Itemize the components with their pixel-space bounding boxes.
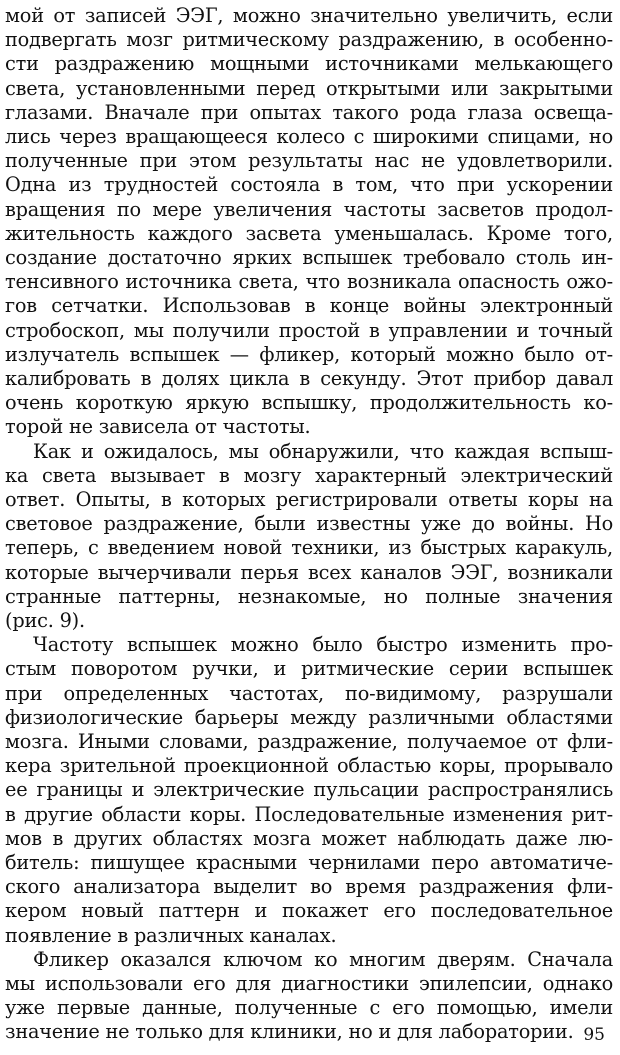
text-line: ответ. Опыты, в которых регистрировали ответы коры на [5, 488, 613, 511]
text-line: мов в других областях мозга может наблюдать даже лю- [5, 826, 613, 850]
text-line: при определенных частотах, по-видимому, разрушали [5, 681, 613, 705]
text-line: полученные при этом результаты нас не удовлетворили. [5, 149, 613, 173]
text-line: Как и ожидалось, мы обнаружили, что каждая вспыш- [33, 439, 613, 463]
text-line: световое раздражение, были известны уже до войны. Но [5, 512, 613, 536]
text-line: подвергать мозг ритмическому раздражению, в особенно- [5, 28, 613, 52]
text-line: Одна из трудностей состояла в том, что при ускорении [5, 173, 613, 197]
text-line: теперь, с введением новой техники, из быстрых каракуль, [5, 536, 613, 560]
text-line: стробоскоп, мы получили простой в управлении и точный [5, 318, 613, 342]
text-line: гов сетчатки. Использовав в конце войны электронный [5, 294, 613, 318]
page-number: 95 [583, 1025, 605, 1045]
text-line: мы использовали его для диагностики эпилепсии, однако [5, 972, 613, 995]
text-line: мозга. Иными словами, раздражение, получаемое от фли- [5, 730, 613, 753]
book-page [5, 0, 613, 1055]
text-line: сти раздражению мощными источниками мелькающего [5, 52, 613, 76]
text-line: значение не только для клиники, но и для лаборатории. [5, 1020, 574, 1044]
text-line: которые вычерчивали перья всех каналов ЭЭГ, возникали [5, 560, 613, 584]
text-line: тенсивного источника света, что возникала опасность ожо- [5, 270, 613, 294]
text-line: лись через вращающееся колесо с широкими спицами, но [5, 125, 613, 148]
text-line: (рис. 9). [5, 609, 85, 632]
text-line: ского анализатора выделит во время раздражения фли- [5, 875, 613, 899]
text-line: создание достаточно ярких вспышек требовало столь ин- [5, 246, 613, 269]
text-line: физиологические барьеры между различными областями [5, 705, 613, 729]
text-line: мой от записей ЭЭГ, можно значительно увеличить, если [5, 4, 613, 27]
text-line: света, установленными перед открытыми или закрытыми [5, 76, 613, 100]
text-line: стым поворотом ручки, и ритмические серии вспышек [5, 657, 613, 681]
text-line: кером новый паттерн и покажет его последовательное [5, 899, 613, 923]
text-line: уже первые данные, полученные с его помощью, имели [5, 996, 613, 1020]
text-line: странные паттерны, незнакомые, но полные значения [5, 584, 613, 608]
text-line: появление в различных каналах. [5, 923, 337, 947]
text-line: излучатель вспышек — фликер, который можно было от- [5, 342, 613, 366]
text-line: торой не зависела от частоты. [5, 415, 311, 439]
text-line: в другие области коры. Последовательные изменения рит- [5, 802, 613, 826]
text-line: ка света вызывает в мозгу характерный электрический [5, 463, 613, 487]
text-line: Фликер оказался ключом ко многим дверям. Сначала [33, 947, 613, 971]
text-line: Частоту вспышек можно было быстро изменить про- [33, 633, 613, 657]
text-line: очень короткую яркую вспышку, продолжительность ко- [5, 391, 613, 415]
text-line: ее границы и электрические пульсации распространялись [5, 778, 613, 802]
text-line: калибровать в долях цикла в секунду. Этот прибор давал [5, 367, 613, 390]
text-line: жительность каждого засвета уменьшалась. Кроме того, [5, 221, 613, 245]
text-line: битель: пишущее красными чернилами перо автоматиче- [5, 851, 613, 874]
text-line: вращения по мере увеличения частоты засветов продол- [5, 197, 613, 221]
text-line: глазами. Вначале при опытах такого рода глаза освеща- [5, 100, 613, 124]
text-line: кера зрительной проекционной областью коры, прорывало [5, 754, 613, 778]
